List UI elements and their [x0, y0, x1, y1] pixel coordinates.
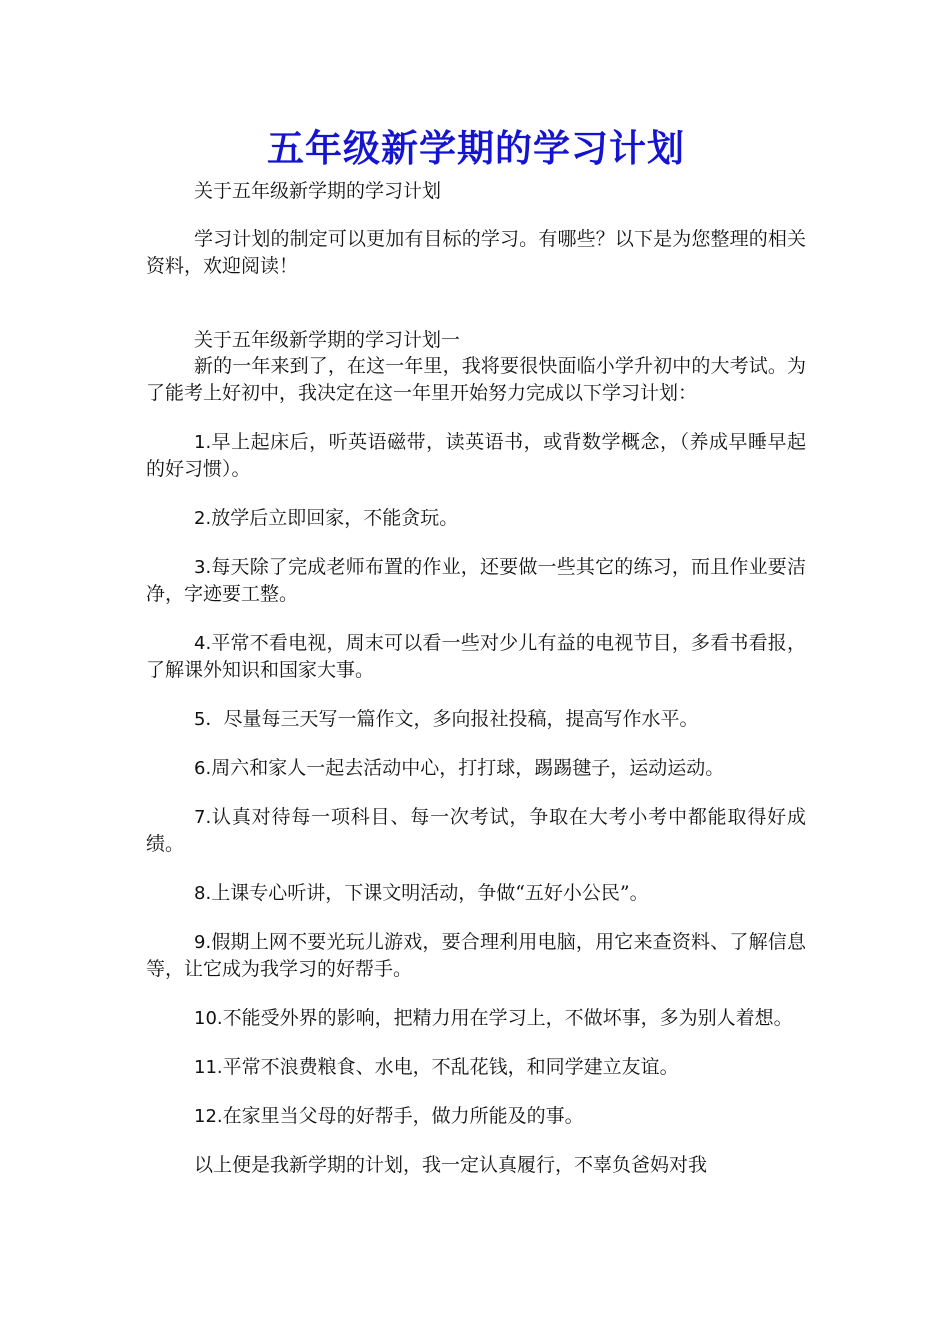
plan-item — [146, 1103, 806, 1130]
plan-item-text: 在家里当父母的好帮手，做力所能及的事。 — [222, 1105, 584, 1127]
plan-item-number: 10. — [194, 1008, 223, 1029]
plan-item — [146, 880, 806, 907]
plan-item-text: 每天除了完成老师布置的作业，还要做一些其它的练习，而且作业要洁净，字迹要工整。 — [146, 556, 806, 605]
plan-item — [146, 755, 806, 782]
intro-paragraph: 学习计划的制定可以更加有目标的学习。有哪些？以下是为您整理的相关资料，欢迎阅读！ — [146, 228, 806, 277]
plan-item-number: 3. — [194, 557, 212, 578]
plan-item-number: 11. — [194, 1057, 223, 1078]
section-heading: 关于五年级新学期的学习计划一 — [194, 329, 461, 351]
plan-item-text: 放学后立即回家，不能贪玩。 — [211, 507, 459, 529]
plan-item-number: 8. — [194, 883, 212, 904]
plan-item-text: 早上起床后，听英语磁带，读英语书，或背数学概念，（养成早睡早起的好习惯）。 — [146, 431, 806, 480]
plan-item-text: 周六和家人一起去活动中心，打打球，踢踢毽子，运动运动。 — [211, 757, 725, 779]
plan-item — [146, 429, 806, 483]
document-page — [146, 120, 806, 1179]
document-title: 五年级新学期的学习计划 — [267, 127, 685, 170]
plan-item-number: 7. — [194, 807, 212, 828]
section-intro-paragraph: 新的一年来到了，在这一年里，我将要很快面临小学升初中的大考试。为了能考上好初中，我决定在这一年里开始努力完成以下学习计划： — [146, 355, 806, 404]
document-subtitle: 关于五年级新学期的学习计划 — [194, 180, 442, 202]
plan-item — [146, 630, 806, 684]
plan-item-number: 9. — [194, 932, 212, 953]
plan-item — [146, 804, 806, 858]
plan-item — [146, 929, 806, 983]
plan-item-number: 12. — [194, 1106, 223, 1127]
plan-item — [146, 554, 806, 608]
plan-item-number: 6. — [194, 758, 212, 779]
plan-item-text: 认真对待每一项科目、每一次考试，争取在大考小考中都能取得好成绩。 — [146, 806, 806, 855]
plan-item — [146, 505, 806, 532]
plan-item — [146, 1054, 806, 1081]
plan-item — [146, 1005, 806, 1032]
closing-paragraph: 以上便是我新学期的计划，我一定认真履行，不辜负爸妈对我 — [194, 1154, 708, 1176]
plan-item-number: 1. — [194, 432, 212, 453]
plan-item-text: 尽量每三天写一篇作文，多向报社投稿，提高写作水平。 — [223, 708, 699, 730]
plan-item-text: 不能受外界的影响，把精力用在学习上，不做坏事，多为别人着想。 — [222, 1007, 793, 1029]
plan-item-number: 5． — [194, 709, 224, 730]
plan-item-text: 平常不看电视，周末可以看一些对少儿有益的电视节目，多看书看报，了解课外知识和国家大事。 — [146, 632, 806, 681]
plan-item-number: 2. — [194, 508, 212, 529]
plan-item-text: 假期上网不要光玩儿游戏，要合理利用电脑，用它来查资料、了解信息等，让它成为我学习的好帮手。 — [146, 931, 806, 980]
plan-item-text: 上课专心听讲，下课文明活动，争做“五好小公民”。 — [211, 882, 649, 904]
plan-item-text: 平常不浪费粮食、水电，不乱花钱，和同学建立友谊。 — [222, 1056, 679, 1078]
plan-item-number: 4. — [194, 633, 212, 654]
plan-item — [146, 706, 806, 733]
